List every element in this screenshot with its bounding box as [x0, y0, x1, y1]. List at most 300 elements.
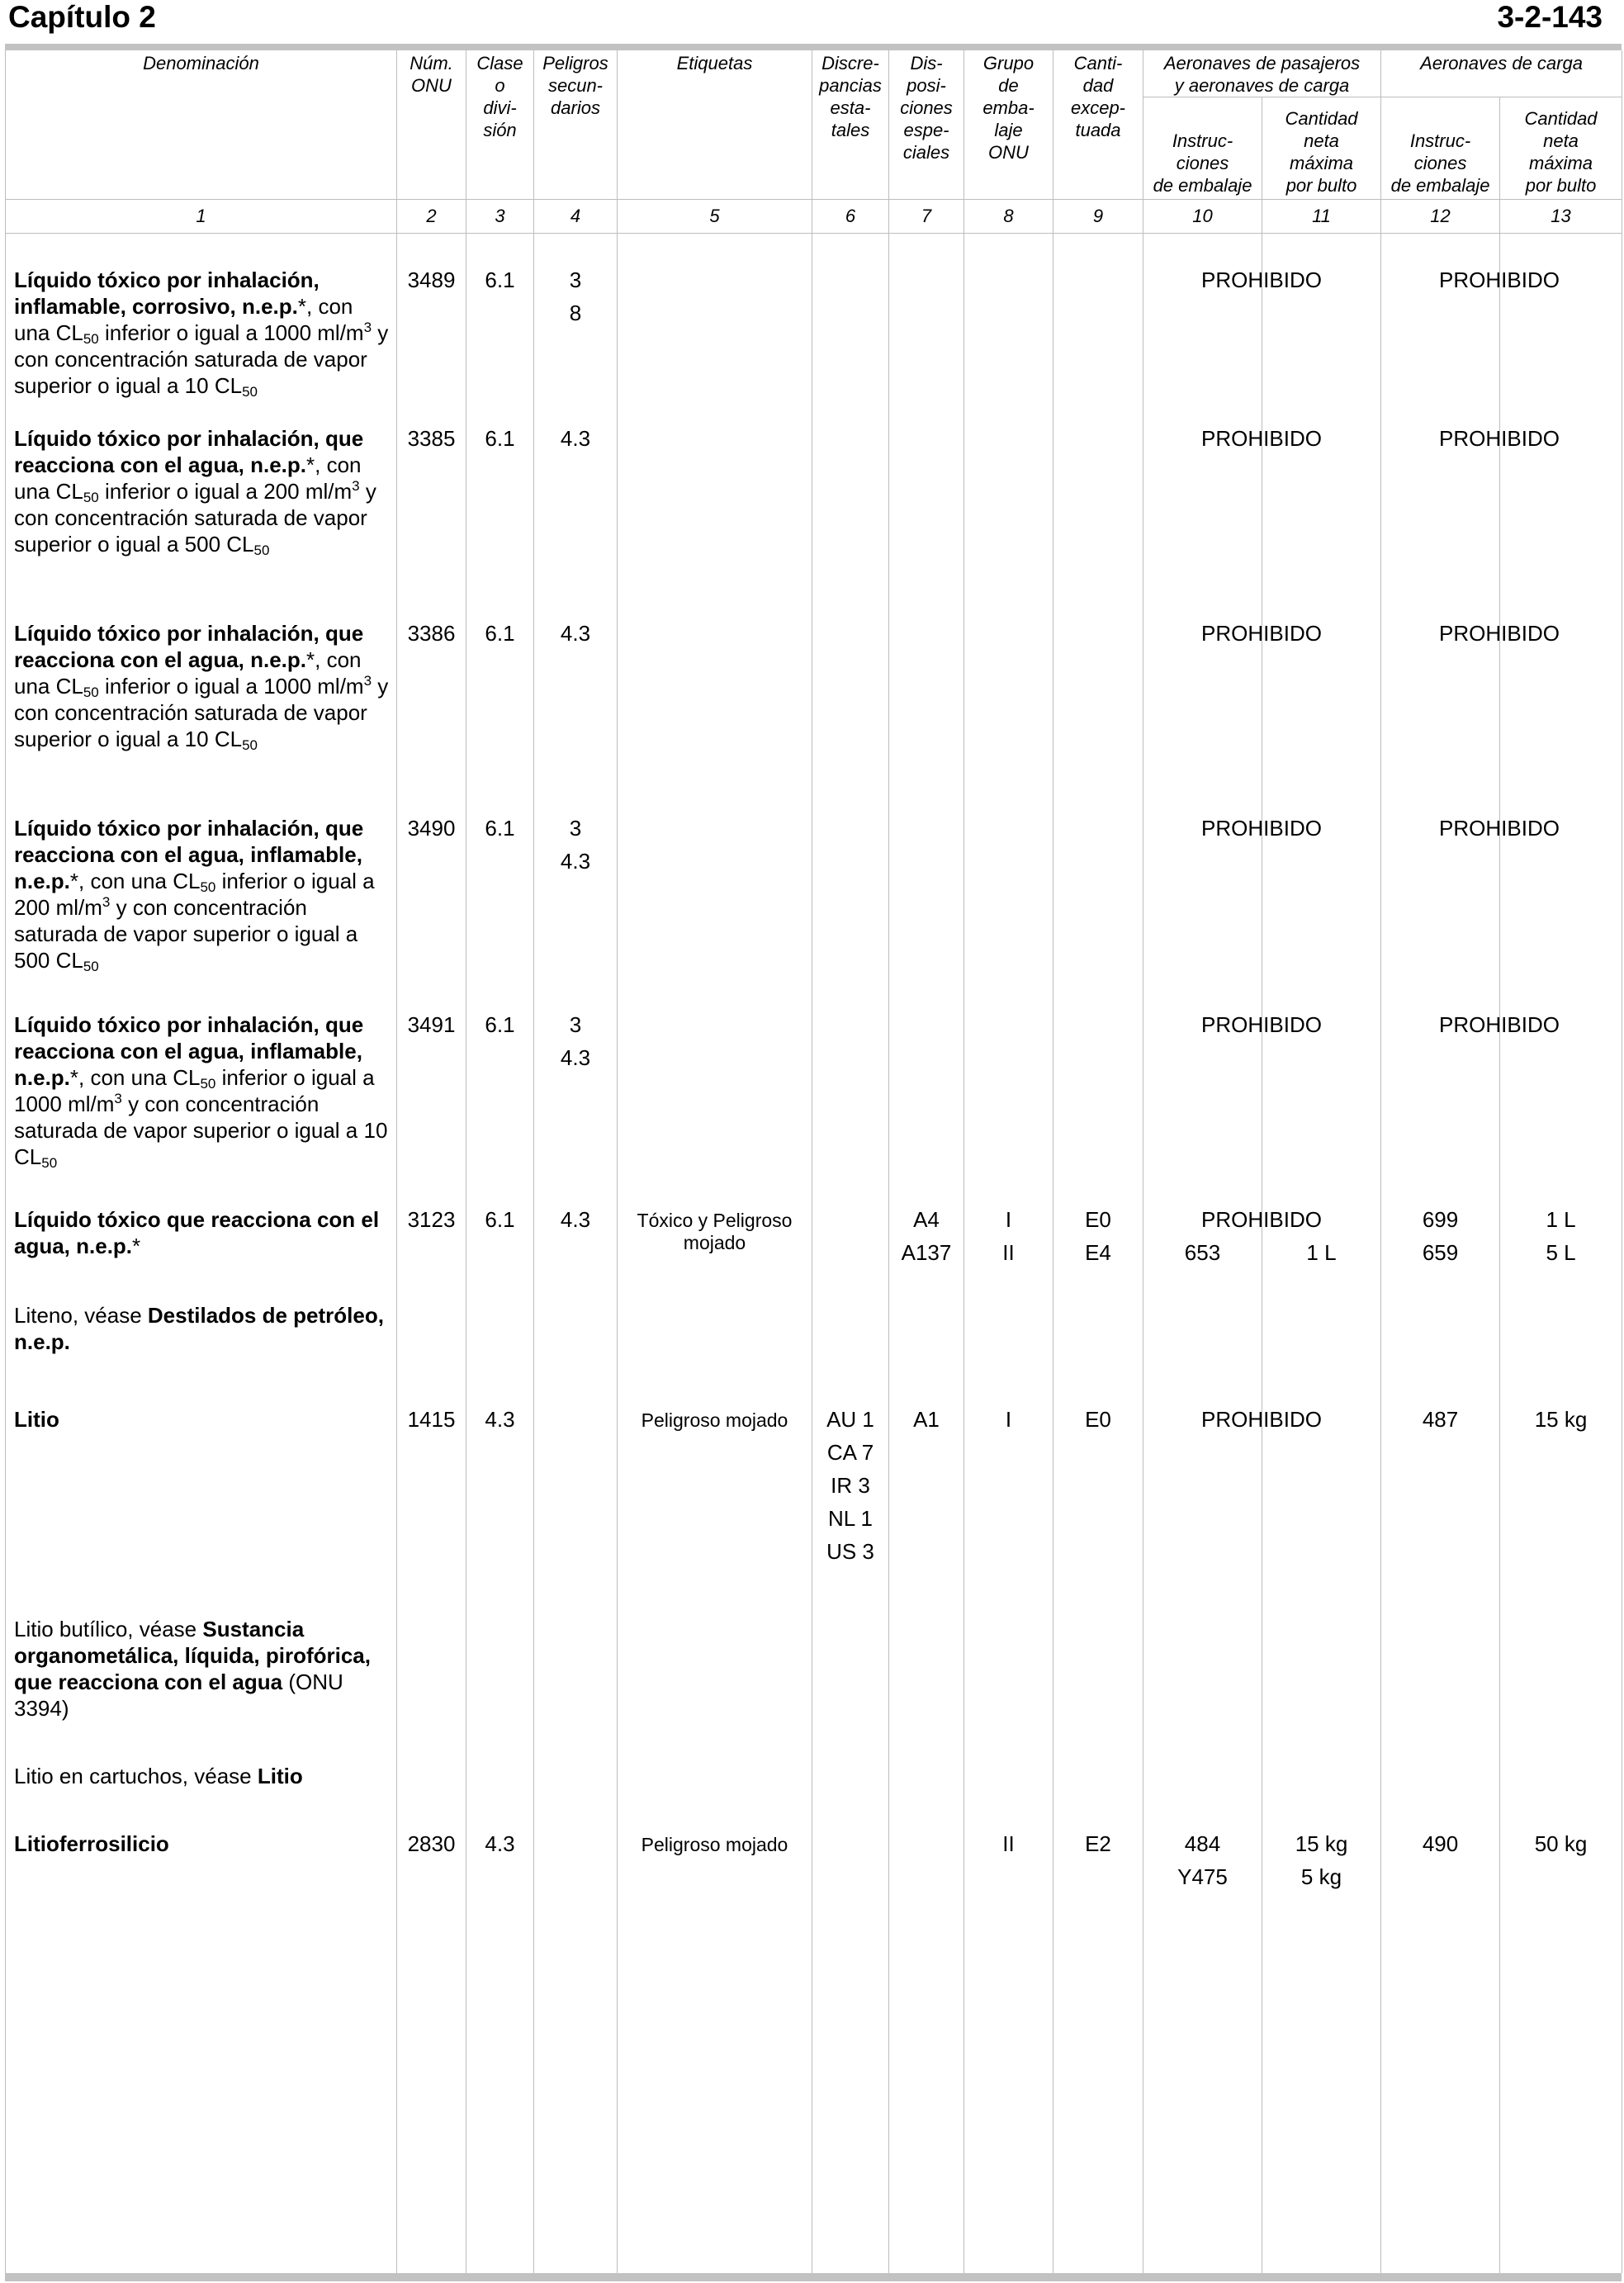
subsidiary-hazard-value: 4.3: [560, 426, 591, 451]
name-text: y con concentración saturada de vapor superior o igual a 10 CL: [14, 674, 389, 751]
packing-group: [964, 1008, 1053, 1170]
state-variation: [812, 1760, 889, 1789]
column-number: 10: [1143, 200, 1262, 234]
labels: [618, 812, 812, 973]
cargo-max-quantity: [1500, 1827, 1622, 1893]
special-provision-value: A1: [913, 1407, 940, 1432]
labels: [618, 1760, 812, 1789]
pax-max-quantity-value: 5 kg: [1300, 1864, 1342, 1889]
cargo-max-quantity: [1500, 1613, 1622, 1722]
name-bold: Litio: [14, 1407, 59, 1432]
table-row: [6, 1008, 1622, 1170]
column-number: 6: [812, 200, 889, 234]
pax-packing-instruction-value: 484: [1184, 1831, 1221, 1856]
excepted-quantity-value: E0: [1085, 1407, 1111, 1432]
pax-prohibited-label: PROHIBIDO: [1201, 268, 1322, 292]
cargo-packing-instruction-value: [1381, 1860, 1499, 1893]
special-provision: [889, 812, 964, 973]
name-text: *: [132, 1234, 141, 1258]
excepted-quantity: [1053, 1760, 1143, 1789]
cargo-prohibited-label: PROHIBIDO: [1439, 621, 1560, 646]
cargo-packing-instruction: [1381, 1008, 1560, 1170]
cargo-packing-instruction-value: 659: [1422, 1240, 1459, 1265]
class-division: 4.3: [466, 1827, 534, 1893]
col-header-un: [397, 50, 466, 200]
header-line: de: [998, 75, 1019, 96]
name-bold: Líquido tóxico por inhalación, que reacciona con el agua, inflamable, n.e.p.: [14, 1012, 364, 1090]
subsidiary-hazard: [534, 422, 618, 557]
name-text: (ONU 3394): [14, 1670, 343, 1721]
column-number: 13: [1500, 200, 1622, 234]
cargo-max-quantity-value: 1 L: [1546, 1207, 1576, 1232]
header-line: Peligros: [542, 53, 608, 73]
class-division: [466, 1299, 534, 1355]
col-header-name: Denominación: [6, 50, 397, 200]
subsidiary-hazard-value: 3: [569, 1012, 582, 1037]
class-division: 6.1: [466, 617, 534, 752]
pax-packing-instruction: [1143, 1299, 1262, 1355]
header-line: Discre-: [821, 53, 879, 73]
name-text: Litio en cartuchos, véase: [14, 1764, 258, 1788]
subsidiary-hazard: [534, 1299, 618, 1355]
subscript: 50: [83, 684, 99, 700]
cargo-packing-instruction: [1381, 263, 1560, 399]
table-row: [6, 1827, 1622, 1893]
pax-prohibited-label: PROHIBIDO: [1201, 426, 1322, 451]
name-text: *, con una CL: [14, 294, 353, 345]
cargo-prohibited-label: PROHIBIDO: [1439, 1012, 1560, 1037]
header-line: tales: [831, 120, 870, 140]
pax-max-quantity: [1262, 1613, 1381, 1722]
un-number: 2830: [397, 1827, 466, 1893]
header-line: de embalaje: [1153, 175, 1252, 196]
state-variation: [812, 1403, 889, 1568]
entry-name: [6, 263, 397, 399]
pax-prohibited-label: PROHIBIDO: [1201, 1012, 1322, 1037]
column-number: 1: [6, 200, 397, 234]
cargo-packing-instruction: [1381, 1760, 1500, 1789]
pax-max-quantity: [1262, 1827, 1381, 1893]
state-variation: [812, 263, 889, 399]
state-variation-value: NL 1: [828, 1506, 873, 1531]
packing-group-value: II: [1002, 1831, 1015, 1856]
cargo-packing-instruction-value: 699: [1422, 1207, 1459, 1232]
special-provision: [889, 263, 964, 399]
subscript: 50: [41, 1155, 58, 1171]
name-text: *, con una CL: [14, 452, 362, 504]
excepted-quantity: [1053, 617, 1143, 752]
packing-group: [964, 263, 1053, 399]
subsidiary-hazard: [534, 617, 618, 752]
header-line: secun-: [547, 75, 604, 96]
special-provision: [889, 1403, 964, 1568]
header-line: ciones: [1413, 153, 1467, 173]
header-line: máxima: [1290, 153, 1354, 173]
subscript: 50: [83, 490, 99, 505]
page-number: 3-2-143: [1497, 0, 1603, 34]
table-row: [6, 1299, 1622, 1355]
subsidiary-hazard-value: 4.3: [560, 1207, 591, 1232]
column-number: 9: [1053, 200, 1143, 234]
column-number: 8: [964, 200, 1053, 234]
entry-name: [6, 812, 397, 973]
special-provision-value: A137: [901, 1240, 952, 1265]
name-bold: Líquido tóxico por inhalación, inflamable, corrosivo, n.e.p.: [14, 268, 320, 319]
header-line: Instruc-: [1172, 130, 1233, 151]
labels: Peligroso mojado: [618, 1827, 812, 1893]
header-line: neta: [1304, 130, 1339, 151]
cargo-packing-instruction: [1381, 1403, 1500, 1568]
col-header-state-variations: [812, 50, 889, 200]
column-number: 2: [397, 200, 466, 234]
cargo-max-quantity: [1500, 1203, 1622, 1269]
pax-packing-instruction-value: Y475: [1177, 1864, 1228, 1889]
name-bold: Destilados de petróleo, n.e.p.: [14, 1303, 384, 1354]
subscript: 50: [253, 542, 270, 558]
packing-group: [964, 1827, 1053, 1893]
cargo-max-quantity: [1500, 1299, 1622, 1355]
name-bold: Litioferrosilicio: [14, 1831, 169, 1856]
pax-max-quantity-value: 15 kg: [1295, 1831, 1348, 1856]
special-provision: [889, 617, 964, 752]
col-header-subsidiary: [534, 50, 618, 200]
header-line: Núm.: [410, 53, 453, 73]
entry-name: [6, 1760, 397, 1789]
special-provision: [889, 1299, 964, 1355]
column-number: 12: [1381, 200, 1500, 234]
state-variation: [812, 812, 889, 973]
cargo-packing-instruction-value: 487: [1422, 1407, 1459, 1432]
state-variation-value: CA 7: [826, 1440, 874, 1465]
header-line: por bulto: [1285, 175, 1357, 196]
state-variation-value: IR 3: [831, 1473, 870, 1498]
column-number-row: [6, 200, 1622, 234]
column-number: 11: [1262, 200, 1381, 234]
table-row: [6, 1613, 1622, 1722]
excepted-quantity: [1053, 263, 1143, 399]
name-bold: Líquido tóxico por inhalación, que reacciona con el agua, inflamable, n.e.p.: [14, 816, 364, 893]
class-division: [466, 1613, 534, 1722]
name-bold: Sustancia organometálica, líquida, pirofórica, que reacciona con el agua: [14, 1617, 371, 1694]
un-number: [397, 1613, 466, 1722]
packing-group: [964, 1299, 1053, 1355]
un-number: 1415: [397, 1403, 466, 1568]
header-line: neta: [1543, 130, 1579, 151]
excepted-quantity: [1053, 1403, 1143, 1568]
header-line: Canti-: [1073, 53, 1123, 73]
dangerous-goods-table: [5, 50, 1622, 2273]
subsidiary-hazard: [534, 1760, 618, 1789]
superscript: 3: [352, 478, 360, 494]
header-line: Aeronaves de pasajeros: [1163, 53, 1361, 73]
name-text: inferior o igual a 1000 ml/m: [14, 1065, 375, 1116]
table-row: [6, 1760, 1622, 1789]
pax-packing-instruction: [1143, 263, 1322, 399]
state-variation-value: US 3: [826, 1539, 874, 1564]
labels: Peligroso mojado: [618, 1403, 812, 1568]
un-number: [397, 1299, 466, 1355]
name-text: y con concentración saturada de vapor superior o igual a 10 CL: [14, 1092, 388, 1169]
header-line: Cantidad: [1524, 108, 1598, 129]
excepted-quantity-value: E0: [1085, 1207, 1111, 1232]
packing-group: [964, 1403, 1053, 1568]
pax-packing-instruction: [1143, 1760, 1262, 1789]
subsidiary-hazard: [534, 812, 618, 973]
table-row: [6, 812, 1622, 973]
col-header-pax-packing-instruction: [1143, 97, 1262, 200]
col-header-cargo-packing-instruction: [1381, 97, 1500, 200]
pax-prohibited-label: PROHIBIDO: [1201, 621, 1322, 646]
state-variation: [812, 617, 889, 752]
packing-group: [964, 1760, 1053, 1789]
special-provision: [889, 1008, 964, 1170]
subscript: 50: [200, 879, 216, 895]
pax-prohibited-label: PROHIBIDO: [1201, 816, 1322, 841]
pax-prohibited-label: PROHIBIDO: [1201, 1407, 1322, 1432]
state-variation: [812, 1613, 889, 1722]
subsidiary-hazard-value: 3: [569, 816, 582, 841]
header-line: posi-: [907, 75, 946, 96]
class-division: 6.1: [466, 1008, 534, 1170]
labels: [618, 1299, 812, 1355]
subscript: 50: [83, 959, 99, 974]
header-line: Cantidad: [1285, 108, 1358, 129]
packing-group: [964, 422, 1053, 557]
excepted-quantity: [1053, 1827, 1143, 1893]
name-text: *, con una CL: [69, 1065, 201, 1090]
labels: [618, 1613, 812, 1722]
bottom-rule: [5, 2273, 1622, 2281]
name-text: inferior o igual a 200 ml/m: [98, 479, 353, 504]
subscript: 50: [200, 1076, 216, 1092]
cargo-prohibited-label: PROHIBIDO: [1439, 268, 1560, 292]
superscript: 3: [102, 894, 111, 910]
header-line: tuada: [1075, 120, 1121, 140]
name-text: y con concentración saturada de vapor superior o igual a 10 CL: [14, 320, 389, 398]
cargo-packing-instruction: [1381, 422, 1560, 557]
subsidiary-hazard-value: 4.3: [560, 1045, 591, 1070]
table-row: [6, 263, 1622, 399]
packing-group-value: I: [1005, 1207, 1012, 1232]
cargo-packing-instruction: [1381, 1299, 1500, 1355]
col-header-cargo-max-quantity: [1500, 97, 1622, 200]
header-line: Grupo: [982, 53, 1035, 73]
packing-group: [964, 812, 1053, 973]
cargo-packing-instruction: [1381, 812, 1560, 973]
col-header-labels: Etiquetas: [618, 50, 812, 200]
column-number: 3: [466, 200, 534, 234]
subsidiary-hazard-value: 4.3: [560, 621, 591, 646]
packing-group-value: I: [1005, 1407, 1012, 1432]
header-line: ciones: [900, 97, 953, 118]
special-provision: [889, 1613, 964, 1722]
state-variation: [812, 1203, 889, 1269]
table-row: [6, 1203, 1622, 1269]
header-line: Clase: [476, 53, 523, 73]
pax-packing-instruction: [1143, 1613, 1262, 1722]
name-bold: Líquido tóxico por inhalación, que reacciona con el agua, n.e.p.: [14, 621, 364, 672]
cargo-packing-instruction: [1381, 1613, 1500, 1722]
excepted-quantity-value: E4: [1085, 1240, 1111, 1265]
packing-group: [964, 1613, 1053, 1722]
excepted-quantity-value: E2: [1085, 1831, 1111, 1856]
subsidiary-hazard: [534, 1403, 618, 1568]
entry-name: [6, 1827, 397, 1893]
packing-group: [964, 1203, 1053, 1269]
col-header-packing-group: [964, 50, 1053, 200]
header-line: emba-: [982, 97, 1035, 118]
pax-packing-instruction: [1143, 422, 1322, 557]
name-text: y con concentración saturada de vapor superior o igual a 500 CL: [14, 479, 376, 557]
cargo-max-quantity-value: 5 L: [1546, 1240, 1576, 1265]
entry-name: [6, 1299, 397, 1355]
name-text: Liteno, véase: [14, 1303, 148, 1328]
pax-packing-instruction: [1143, 1008, 1322, 1170]
table-row: [6, 617, 1622, 752]
name-bold: Litio: [257, 1764, 303, 1788]
superscript: 3: [114, 1091, 122, 1106]
state-variation: [812, 1008, 889, 1170]
entry-name: [6, 1403, 397, 1568]
subsidiary-hazard-value: 4.3: [560, 849, 591, 874]
header-line: ONU: [988, 142, 1029, 163]
special-provision: [889, 422, 964, 557]
cargo-prohibited-label: PROHIBIDO: [1439, 426, 1560, 451]
labels: Tóxico y Peligroso mojado: [618, 1203, 812, 1269]
name-text: *, con una CL: [69, 869, 201, 893]
header-line: ONU: [411, 75, 452, 96]
labels: [618, 1008, 812, 1170]
un-number: 3491: [397, 1008, 466, 1170]
class-division: 6.1: [466, 1203, 534, 1269]
un-number: 3489: [397, 263, 466, 399]
pax-prohibited-label: PROHIBIDO: [1201, 1207, 1322, 1232]
packing-group: [964, 617, 1053, 752]
cargo-max-quantity: [1500, 1403, 1622, 1568]
name-text: inferior o igual a 200 ml/m: [14, 869, 375, 920]
header-line: Dis-: [910, 53, 943, 73]
excepted-quantity: [1053, 1008, 1143, 1170]
class-division: 4.3: [466, 1403, 534, 1568]
special-provision: [889, 1760, 964, 1789]
col-header-class: [466, 50, 534, 200]
col-header-special-provisions: [889, 50, 964, 200]
cargo-max-quantity-value: [1500, 1860, 1622, 1893]
labels: [618, 263, 812, 399]
superscript: 3: [363, 673, 372, 689]
entry-name: [6, 617, 397, 752]
col-header-cargo-aircraft: Aeronaves de carga: [1381, 50, 1622, 97]
header-line: darios: [551, 97, 600, 118]
cargo-prohibited-label: PROHIBIDO: [1439, 816, 1560, 841]
cargo-max-quantity-value: 15 kg: [1534, 1407, 1588, 1432]
col-header-excepted-quantity: [1053, 50, 1143, 200]
column-number: 4: [534, 200, 618, 234]
name-bold: Líquido tóxico que reacciona con el agua, n.e.p.: [14, 1207, 380, 1258]
header-line: y aeronaves de carga: [1174, 75, 1350, 96]
pax-max-quantity-value: 1 L: [1306, 1240, 1337, 1265]
pax-max-quantity: [1262, 1760, 1381, 1789]
name-bold: Líquido tóxico por inhalación, que reacciona con el agua, n.e.p.: [14, 426, 364, 477]
column-number: 7: [889, 200, 964, 234]
page-header: [8, 0, 1616, 43]
excepted-quantity: [1053, 1299, 1143, 1355]
pax-prohibited-line: [1143, 1403, 1322, 1436]
header-line: dad: [1082, 75, 1114, 96]
name-text: *, con una CL: [14, 647, 362, 699]
col-header-pax-max-quantity: [1262, 97, 1381, 200]
superscript: 3: [363, 320, 372, 335]
cargo-max-quantity-value: 50 kg: [1534, 1831, 1588, 1856]
column-number: 5: [618, 200, 812, 234]
header-line: ciones: [1176, 153, 1229, 173]
entry-name: [6, 1203, 397, 1269]
class-division: 6.1: [466, 422, 534, 557]
name-text: Litio butílico, véase: [14, 1617, 203, 1641]
pax-packing-instruction: [1143, 1827, 1262, 1893]
state-variation-value: AU 1: [826, 1407, 874, 1432]
pax-packing-instruction: [1143, 617, 1322, 752]
header-line: máxima: [1529, 153, 1593, 173]
subsidiary-hazard-value: 8: [569, 301, 582, 325]
header-line: sión: [483, 120, 517, 140]
packing-group-value: II: [1002, 1240, 1015, 1265]
state-variation: [812, 1827, 889, 1893]
name-text: y con concentración saturada de vapor superior o igual a 500 CL: [14, 895, 358, 973]
pax-max-quantity: [1262, 1299, 1381, 1355]
special-provision-value: A4: [913, 1207, 940, 1232]
header-line: divi-: [483, 97, 517, 118]
labels: [618, 617, 812, 752]
header-line: de embalaje: [1390, 175, 1490, 196]
name-text: inferior o igual a 1000 ml/m: [98, 320, 364, 345]
subsidiary-hazard: [534, 1203, 618, 1269]
special-provision: [889, 1203, 964, 1269]
excepted-quantity: [1053, 812, 1143, 973]
header-line: Instruc-: [1409, 130, 1471, 151]
un-number: 3490: [397, 812, 466, 973]
pax-packing-instruction: [1143, 812, 1322, 973]
class-division: 6.1: [466, 812, 534, 973]
pax-packing-instruction: [1143, 1403, 1322, 1568]
class-division: [466, 1760, 534, 1789]
cargo-packing-instruction: [1381, 617, 1560, 752]
subscript: 50: [242, 384, 258, 400]
cargo-max-quantity: [1500, 1760, 1622, 1789]
top-rule: [5, 44, 1622, 50]
entry-name: [6, 1613, 397, 1722]
cargo-packing-instruction: [1381, 1827, 1500, 1893]
subsidiary-hazard: [534, 1827, 618, 1893]
state-variation: [812, 422, 889, 557]
excepted-quantity: [1053, 1613, 1143, 1722]
entry-name: [6, 1008, 397, 1170]
table-row: [6, 1403, 1622, 1568]
header-line: espe-: [903, 120, 949, 140]
class-division: 6.1: [466, 263, 534, 399]
header-line: pancias: [819, 75, 882, 96]
subsidiary-hazard: [534, 263, 618, 399]
header-line: laje: [994, 120, 1023, 140]
pax-prohibited-line: [1143, 1203, 1322, 1236]
table-body: [6, 234, 1622, 2274]
table-row: [6, 422, 1622, 557]
state-variation: [812, 1299, 889, 1355]
subscript: 50: [242, 737, 258, 753]
excepted-quantity: [1053, 1203, 1143, 1269]
subsidiary-hazard: [534, 1008, 618, 1170]
header-line: excep-: [1070, 97, 1126, 118]
